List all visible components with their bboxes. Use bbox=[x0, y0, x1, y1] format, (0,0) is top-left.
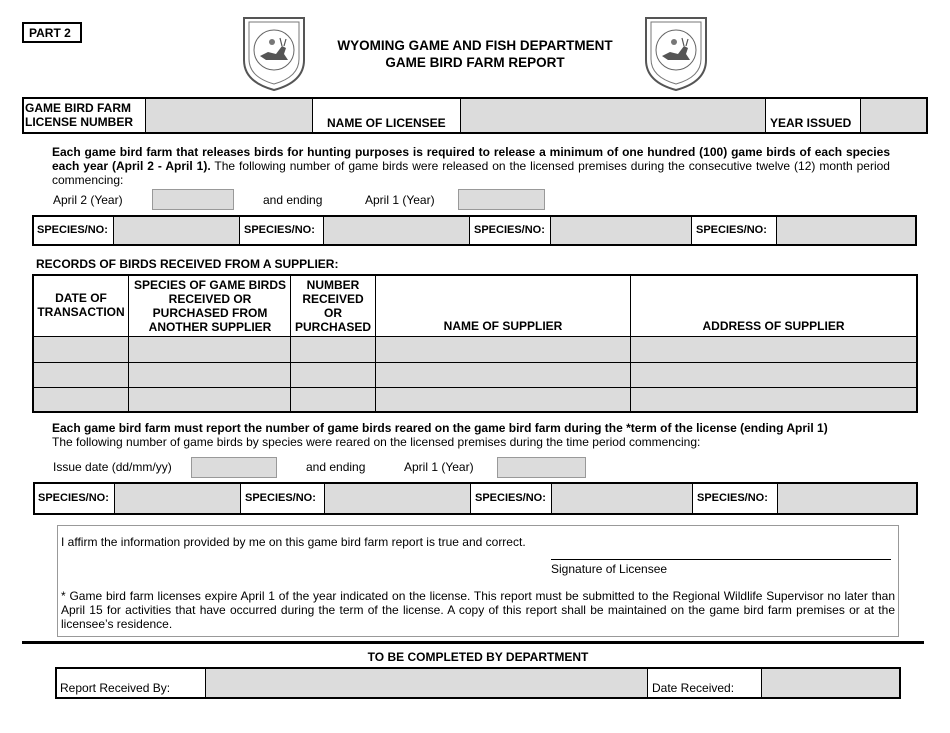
release-intro-normal: The following number of game birds were released on the licensed premises during the consecutive twelve (12) month period commencing: bbox=[52, 159, 890, 187]
release-species-field-1[interactable] bbox=[113, 217, 240, 244]
reared-species-field-1[interactable] bbox=[114, 484, 241, 513]
department-seal-right bbox=[640, 12, 712, 92]
affirmation-footnote: * Game bird farm licenses expire April 1 of the year indicated on the license. This report must be submitted to the Regional Wildlife Supervisor no later than April 15 for activities that have occurred during the term of the license. A copy of this report shall be maintained on the game bird farm premises or at the licensee’s residence. bbox=[61, 589, 895, 631]
release-start-label: April 2 (Year) bbox=[53, 193, 123, 207]
col-number-header: NUMBER RECEIVED OR PURCHASED bbox=[294, 278, 371, 334]
signature-line[interactable] bbox=[551, 559, 891, 560]
department-separator bbox=[22, 641, 924, 644]
release-intro bbox=[52, 145, 890, 187]
seal-icon bbox=[238, 12, 310, 92]
reared-ending-label: and ending bbox=[306, 460, 366, 474]
release-species-label-2: SPECIES/NO: bbox=[244, 224, 315, 236]
reared-species-field-3[interactable] bbox=[551, 484, 693, 513]
reared-start-label: Issue date (dd/mm/yy) bbox=[53, 460, 172, 474]
col-address-header: ADDRESS OF SUPPLIER bbox=[702, 319, 845, 333]
part-label: PART 2 bbox=[22, 22, 82, 43]
release-end-year-field[interactable] bbox=[458, 189, 545, 210]
col-divider bbox=[128, 336, 129, 411]
licensee-label: NAME OF LICENSEE bbox=[327, 116, 446, 130]
reared-species-field-2[interactable] bbox=[324, 484, 471, 513]
signature-label: Signature of Licensee bbox=[551, 562, 668, 576]
date-received-field[interactable] bbox=[761, 669, 899, 697]
license-number-label bbox=[25, 101, 145, 129]
reared-species-label-2: SPECIES/NO: bbox=[245, 492, 316, 504]
release-ending-label: and ending bbox=[263, 193, 323, 207]
release-species-field-3[interactable] bbox=[550, 217, 692, 244]
license-number-label-line2: LICENSE NUMBER bbox=[25, 115, 134, 129]
reared-intro-normal: The following number of game birds by species were reared on the licensed premises during the time period commencing: bbox=[52, 435, 701, 449]
reared-issue-date-field[interactable] bbox=[191, 457, 277, 478]
col-divider bbox=[630, 336, 631, 411]
supplier-row-3 bbox=[34, 388, 916, 411]
col-name-header: NAME OF SUPPLIER bbox=[443, 319, 563, 333]
agency-title: WYOMING GAME AND FISH DEPARTMENT bbox=[337, 38, 613, 53]
reared-end-year-field[interactable] bbox=[497, 457, 586, 478]
received-by-label: Report Received By: bbox=[60, 681, 171, 695]
year-issued-label: YEAR ISSUED bbox=[770, 116, 852, 130]
supplier-heading: RECORDS OF BIRDS RECEIVED FROM A SUPPLIER: bbox=[36, 257, 339, 271]
seal-icon bbox=[640, 12, 712, 92]
report-title: GAME BIRD FARM REPORT bbox=[385, 55, 565, 70]
license-number-label-line1: GAME BIRD FARM bbox=[25, 101, 131, 115]
release-intro-bold: Each game bird farm that releases birds for hunting purposes is required to release a minimum of one hundred (100) game birds of each species each year (April 2 - April 1). bbox=[52, 145, 890, 173]
received-by-field[interactable] bbox=[205, 669, 648, 697]
release-end-label: April 1 (Year) bbox=[365, 193, 435, 207]
reared-intro-bold: Each game bird farm must report the number of game birds reared on the game bird farm during the *term of the license (ending April 1) bbox=[52, 421, 828, 435]
year-issued-field[interactable] bbox=[860, 99, 926, 132]
supplier-row-2 bbox=[34, 363, 916, 387]
reared-species-label-3: SPECIES/NO: bbox=[475, 492, 546, 504]
affirmation-statement: I affirm the information provided by me on this game bird farm report is true and correct. bbox=[61, 535, 526, 549]
release-species-label-4: SPECIES/NO: bbox=[696, 224, 767, 236]
col-divider bbox=[290, 336, 291, 411]
release-species-field-2[interactable] bbox=[323, 217, 470, 244]
reared-end-label: April 1 (Year) bbox=[404, 460, 474, 474]
reared-species-label-1: SPECIES/NO: bbox=[38, 492, 109, 504]
department-seal-left bbox=[238, 12, 310, 92]
col-date-header: DATE OF TRANSACTION bbox=[37, 291, 125, 319]
license-number-field[interactable] bbox=[145, 99, 313, 132]
reared-species-label-4: SPECIES/NO: bbox=[697, 492, 768, 504]
release-species-field-4[interactable] bbox=[776, 217, 915, 244]
date-received-label: Date Received: bbox=[652, 681, 735, 695]
department-heading: TO BE COMPLETED BY DEPARTMENT bbox=[367, 650, 589, 664]
reared-species-field-4[interactable] bbox=[777, 484, 916, 513]
col-species-header: SPECIES OF GAME BIRDS RECEIVED OR PURCHASED FROM ANOTHER SUPPLIER bbox=[133, 278, 287, 334]
release-start-year-field[interactable] bbox=[152, 189, 234, 210]
supplier-row-1 bbox=[34, 337, 916, 362]
licensee-name-field[interactable] bbox=[460, 99, 766, 132]
col-divider bbox=[375, 336, 376, 411]
release-species-label-3: SPECIES/NO: bbox=[474, 224, 545, 236]
release-species-label-1: SPECIES/NO: bbox=[37, 224, 108, 236]
